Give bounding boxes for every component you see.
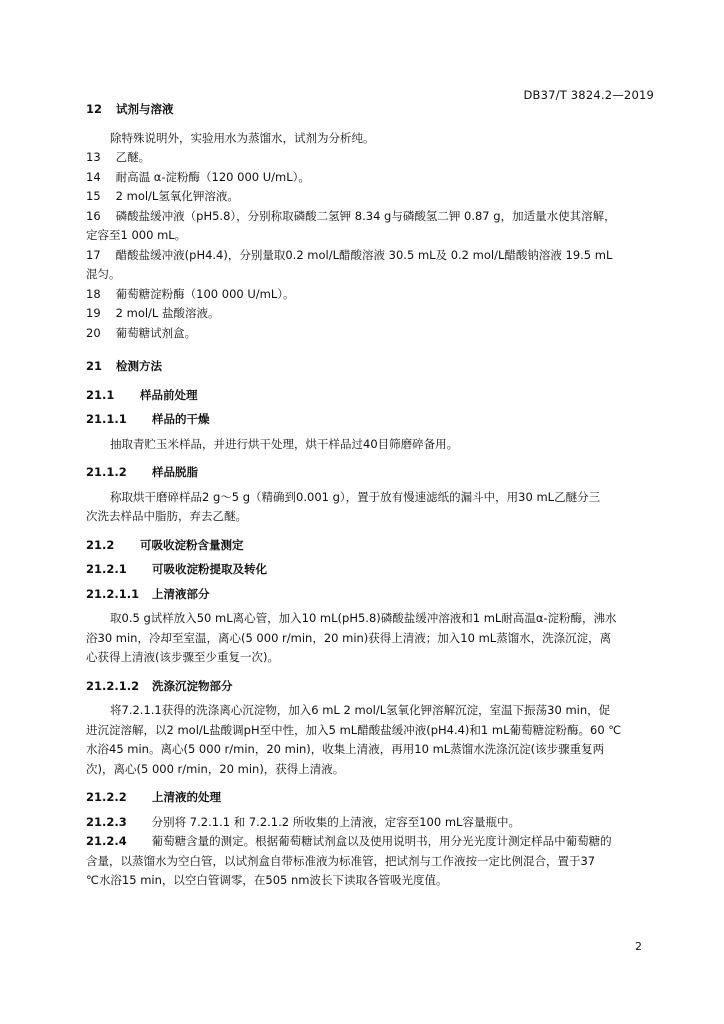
paragraph-line: 次洗去样品中脂肪，弃去乙醚。 xyxy=(86,509,247,523)
list-item: 19 2 mol/L 盐酸溶液。 xyxy=(86,306,220,320)
paragraph-line: 取0.5 g试样放入50 mL离心管，加入10 mL(pH5.8)磷酸盐缓冲溶液和1 mL耐高温α-淀粉酶，沸水 xyxy=(110,611,617,625)
section-heading-21: 21 检测方法 xyxy=(86,359,163,373)
list-item: 17 醋酸盐缓冲液(pH4.4)，分别量取0.2 mol/L醋酸溶液 30.5 mL及 0.2 mol/L醋酸钠溶液 19.5 mL xyxy=(86,247,613,262)
section-number: 12 xyxy=(86,102,103,116)
section-heading-21-2-1-2: 21.2.1.2 洗涤沉淀物部分 xyxy=(86,678,233,693)
numbered-paragraph-21-2-3: 21.2.3 分别将 7.2.1.1 和 7.2.1.2 所收集的上清液，定容至100 mL容量瓶中。 xyxy=(86,814,520,829)
standard-code: DB37/T 3824.2—2019 xyxy=(523,88,654,102)
section-heading-21-2-1: 21.2.1 可吸收淀粉提取及转化 xyxy=(86,562,268,576)
paragraph-line: ℃水浴15 min，以空白管调零，在505 nm波长下读取各管吸光度值。 xyxy=(86,873,448,887)
list-item-continuation: 混匀。 xyxy=(86,267,121,281)
list-item: 20 葡萄糖试剂盒。 xyxy=(86,325,197,340)
intro-paragraph: 除特殊说明外，实验用水为蒸馏水，试剂为分析纯。 xyxy=(110,130,375,145)
section-heading-21-1-2: 21.1.2 样品脱脂 xyxy=(86,465,199,479)
section-heading-21-2-1-1: 21.2.1.1 上清液部分 xyxy=(86,586,210,601)
list-item: 13 乙醚。 xyxy=(86,150,151,164)
list-item: 16 磷酸盐缓冲液（pH5.8），分别称取磷酸二氢钾 8.34 g与磷酸氢二钾 0.87 g，加适量水使其溶解， xyxy=(86,208,616,223)
section-title: 试剂与溶液 xyxy=(116,102,174,116)
paragraph-line: 次)，离心(5 000 r/min，20 min)，获得上清液。 xyxy=(86,761,345,776)
list-item: 14 耐高温 α-淀粉酶（120 000 U/mL）。 xyxy=(86,169,310,184)
paragraph-line: 称取烘干磨碎样品2 g～5 g（精确到0.001 g），置于放有慢速滤纸的漏斗中，用30 mL乙醚分三 xyxy=(110,489,601,504)
paragraph: 抽取青贮玉米样品，并进行烘干处理，烘干样品过40目筛磨碎备用。 xyxy=(110,436,459,451)
paragraph-line: 进沉淀溶解，以2 mol/L盐酸调pH至中性，加入5 mL醋酸盐缓冲液(pH4.4)和1 mL葡萄糖淀粉酶。60 ℃ xyxy=(86,722,622,737)
section-heading-21-1: 21.1 样品前处理 xyxy=(86,387,198,402)
document-body xyxy=(86,100,656,891)
section-heading-12 xyxy=(86,100,656,120)
paragraph-line: 含量，以蒸馏水为空白管，以试剂盒自带标准液为标准管，把试剂与工作液按一定比例混合，置于37 xyxy=(86,853,596,868)
page-number: 2 xyxy=(635,940,642,953)
section-heading-21-2: 21.2 可吸收淀粉含量测定 xyxy=(86,537,244,552)
paragraph-line: 心获得上清液(该步骤至少重复一次)。 xyxy=(86,650,279,664)
section-heading-21-1-1: 21.1.1 样品的干燥 xyxy=(86,412,210,426)
list-item: 15 2 mol/L氢氧化钾溶液。 xyxy=(86,189,239,203)
paragraph-line: 将7.2.1.1获得的洗涤离心沉淀物，加入6 mL 2 mol/L氢氧化钾溶解沉淀，室温下振荡30 min，促 xyxy=(110,703,611,717)
paragraph-line: 浴30 min，冷却至室温，离心(5 000 r/min，20 min)获得上清液；加入10 mL蒸馏水，洗涤沉淀，离 xyxy=(86,630,612,645)
section-heading-21-2-2: 21.2.2 上清液的处理 xyxy=(86,790,222,804)
numbered-paragraph-21-2-4: 21.2.4 葡萄糖含量的测定。根据葡萄糖试剂盒以及使用说明书，用分光光度计测定样品中葡萄糖的 xyxy=(86,834,612,848)
list-item: 18 葡萄糖淀粉酶（100 000 U/mL）。 xyxy=(86,286,295,301)
list-item-continuation: 定容至1 000 mL。 xyxy=(86,228,187,242)
paragraph-line: 水浴45 min。离心(5 000 r/min，20 min)，收集上清液，再用10 mL蒸馏水洗涤沉淀(该步骤重复两 xyxy=(86,742,605,756)
